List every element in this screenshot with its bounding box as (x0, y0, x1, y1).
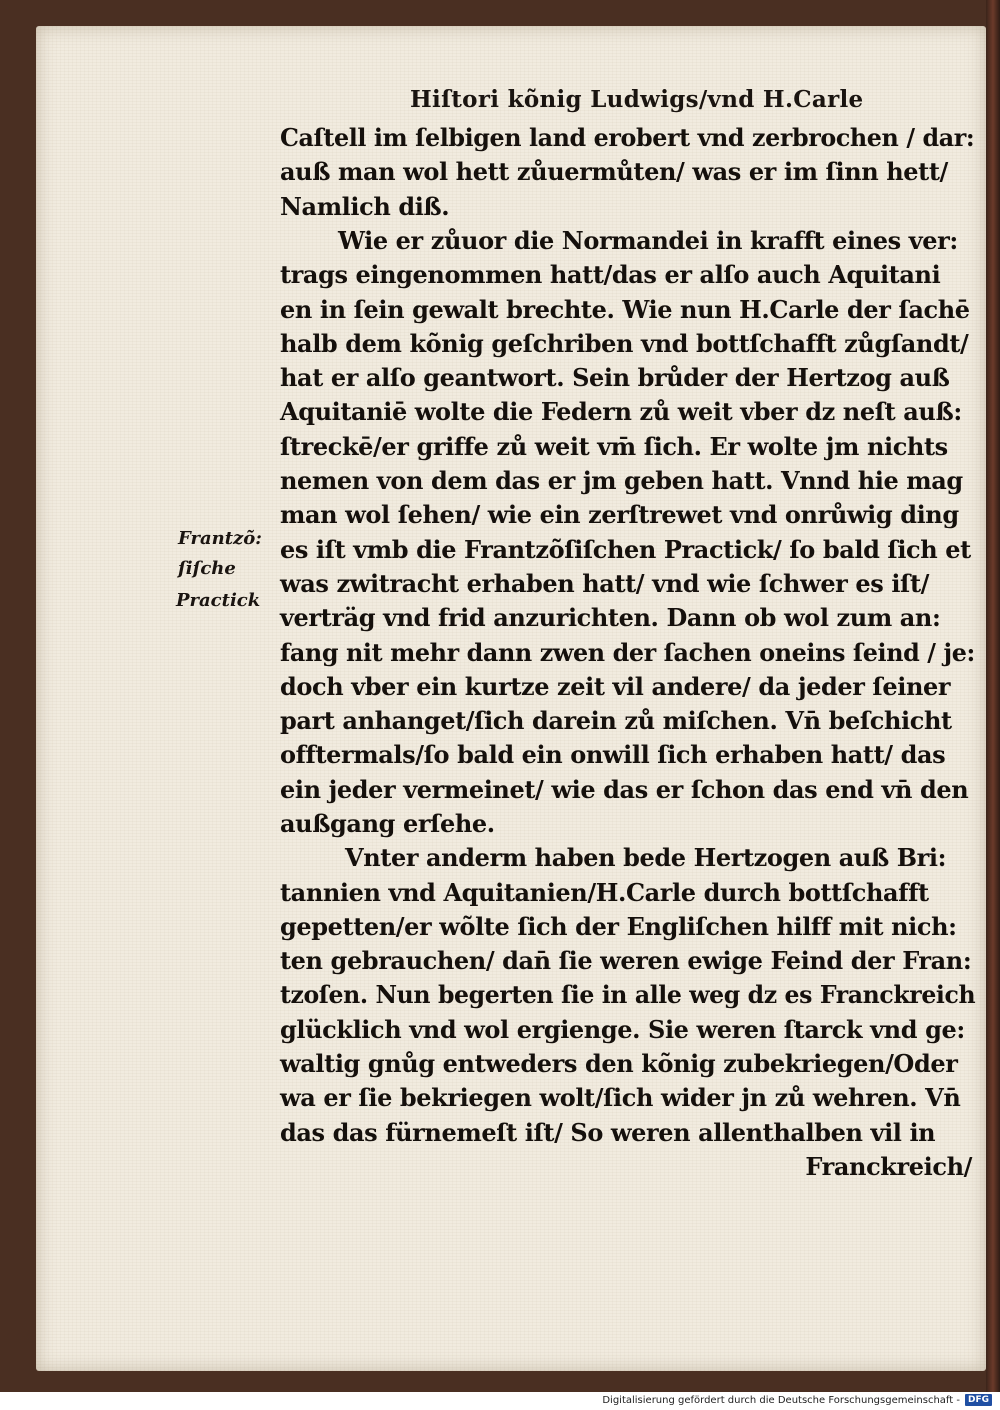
text-line: halb dem kõnig geſchriben vnd bottſchafft zůgſandt/ (280, 329, 969, 358)
text-line: part anhanget/ſich darein zů miſchen. Vn̄ beſchicht (280, 706, 952, 735)
text-line: wa er ſie bekriegen wolt/ſich wider jn zů wehren. Vn̄ (280, 1083, 961, 1112)
text-line: waltig gnůg entweders den kõnig zubekriegen/Oder (280, 1049, 958, 1078)
text-line: Caſtell im ſelbigen land erobert vnd zerbrochen / dar: (280, 123, 975, 152)
margin-note-line: Practick (176, 590, 261, 611)
text-line: es iſt vmb die Frantzõſiſchen Practick/ ſo bald ſich et (280, 535, 971, 564)
text-line: man wol ſehen/ wie ein zerſtrewet vnd onrůwig ding (280, 500, 959, 529)
text-line: gepetten/er wõlte ſich der Engliſchen hilff mit nich: (280, 912, 957, 941)
text-line: ſtreckē/er griffe zů weit vm̄ ſich. Er wolte jm nichts (280, 432, 948, 461)
text-line: trags eingenommen hatt/das er alſo auch Aquitani (280, 260, 941, 289)
text-line: glücklich vnd wol ergienge. Sie weren ſtarck vnd ge: (280, 1015, 965, 1044)
text-line: Namlich diß. (280, 192, 450, 221)
text-line: ein jeder vermeinet/ wie das er ſchon das end vn̄ den (280, 775, 969, 804)
text-line: auß man wol hett zůuermůten/ was er im ſinn hett/ (280, 157, 948, 186)
text-line: en in ſein gewalt brechte. Wie nun H.Carle der ſachē (280, 295, 970, 324)
text-line: Aquitaniē wolte die Federn zů weit vber dz neſt auß: (280, 397, 962, 426)
text-line: nemen von dem das er jm geben hatt. Vnnd hie mag (280, 466, 963, 495)
text-line: offtermals/ſo bald ein onwill ſich erhaben hatt/ das (280, 740, 946, 769)
text-line: Wie er zůuor die Normandei in krafft eines ver: (338, 226, 958, 255)
digitization-credit: Digitalisierung gefördert durch die Deutsche Forschungsgemeinschaft - (602, 1394, 960, 1406)
running-title: Hiſtori kõnig Ludwigs/vnd H.Carle (410, 86, 864, 113)
dfg-logo: DFG (965, 1394, 992, 1406)
text-line: ten gebrauchen/ dan̄ ſie weren ewige Feind der Fran: (280, 946, 972, 975)
text-line: fang nit mehr dann zwen der ſachen oneins ſeind / je: (280, 638, 975, 667)
margin-note-line: Frantzõ: (178, 528, 262, 549)
text-line: tzoſen. Nun begerten ſie in alle weg dz es Franckreich (280, 980, 976, 1009)
text-line: Franckreich/ (805, 1152, 972, 1181)
text-line: was zwitracht erhaben hatt/ vnd wie ſchwer es iſt/ (280, 569, 930, 598)
text-line: hat er alſo geantwort. Sein brůder der Hertzog auß (280, 363, 950, 392)
text-line: Vnter anderm haben bede Hertzogen auß Bri: (345, 843, 947, 872)
text-line: doch vber ein kurtze zeit vil andere/ da jeder ſeiner (280, 672, 951, 701)
text-line: tannien vnd Aquitanien/H.Carle durch bottſchafft (280, 878, 929, 907)
text-line: verträg vnd frid anzurichten. Dann ob wol zum an: (280, 603, 941, 632)
footer (602, 1394, 992, 1406)
text-line: außgang erſehe. (280, 809, 495, 838)
margin-note-line: ſiſche (178, 558, 236, 579)
text-line: das das fürnemeſt iſt/ So weren allenthalben vil in (280, 1118, 936, 1147)
